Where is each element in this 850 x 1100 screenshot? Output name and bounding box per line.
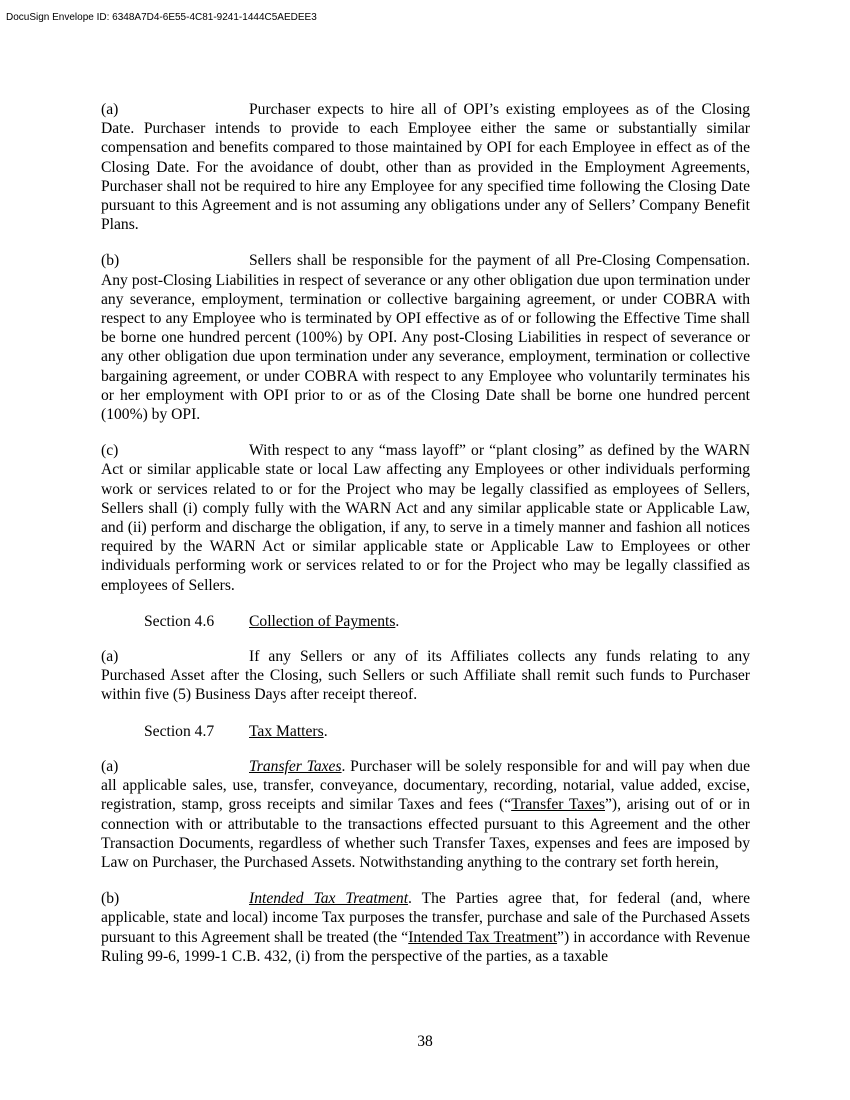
section-title-period: .: [323, 722, 328, 740]
subsection-heading: Transfer Taxes: [249, 757, 342, 775]
paragraph-text: Purchaser expects to hire all of OPI’s existing employees as of the Closing Date. Purchaser intends to provide to each Employee either the same or substantially similar compensation and benefits compared to those maintained by OPI for each Employee in effect as of the Closing Date. For the avoidance of doubt, other than as provided in the Employment Agreements, Purchaser shall not be required to hire any Employee for any specified time following the Closing Date pursuant to this Agreement and is not assuming any obligations under any of Sellers’ Company Benefit Plans.: [101, 101, 750, 234]
paragraph-text: If any Sellers or any of its Affiliates collects any funds relating to any Purchased Asset after the Closing, such Sellers or such Affiliate shall remit such funds to Purchaser within five (5) Business Days after receipt thereof.: [101, 648, 750, 704]
tax-paragraph-a: [101, 757, 750, 872]
paragraph-label: (c): [101, 442, 119, 460]
section-4-7-heading: [101, 722, 750, 741]
paragraph-text-continued: ”), arising out of or in connection with or attributable to the transactions effected pursuant to this Agreement and the other Transaction Documents, regardless of whether such Transfer Taxes, expenses and fees are imposed by Law on Purchaser, the Purchased Assets. Notwithstanding anything to the contrary set forth herein,: [101, 796, 750, 871]
section-title: Collection of Payments: [249, 612, 396, 630]
defined-term: Intended Tax Treatment: [408, 928, 558, 946]
collection-paragraph-a: [101, 647, 750, 705]
section-number: Section 4.6: [144, 612, 215, 630]
paragraph-label: (a): [101, 648, 119, 666]
paragraph-text: . Purchaser will be solely responsible for and will pay when due all applicable sales, use, transfer, conveyance, documentary, recording, notarial, value added, excise, registration, stamp, gross receipts and similar Taxes and fees (“: [101, 757, 750, 814]
paragraph-text: With respect to any “mass layoff” or “plant closing” as defined by the WARN Act or similar applicable state or local Law affecting any Employees or other individuals performing work or services related to or for the Project who may be legally classified as employees of Sellers, Sellers shall (i) comply fully with the WARN Act and any similar applicable state or Applicable Law, and (ii) perform and discharge the obligation, if any, to serve in a timely manner and fashion all notices required by the WARN Act or similar applicable state or Applicable Law to Employees or other individuals performing work or services related to or for the Project who may be legally classified as employees of Sellers.: [101, 442, 750, 594]
section-title: Tax Matters: [249, 722, 324, 740]
docusign-envelope-id: DocuSign Envelope ID: 6348A7D4-6E55-4C81-9241-1444C5AEDEE3: [6, 12, 317, 23]
section-title-period: .: [395, 612, 400, 630]
paragraph-label: (a): [101, 757, 119, 775]
page-number: 38: [417, 1033, 433, 1050]
employees-paragraph-a: [101, 100, 750, 234]
paragraph-text: . The Parties agree that, for federal (and, where applicable, state and local) income Tax purposes the transfer, purchase and sale of the Purchased Assets pursuant to this Agreement shall be treated (the “: [101, 890, 750, 946]
document-page-body: [101, 100, 750, 983]
paragraph-label: (a): [101, 101, 119, 118]
employees-paragraph-b: [101, 251, 750, 424]
paragraph-text: Sellers shall be responsible for the payment of all Pre-Closing Compensation. Any post-Closing Liabilities in respect of severance or any other obligation due upon termination under any severance, employment, termination or collective bargaining agreement, or under COBRA with respect to any Employee who is terminated by OPI effective as of or following the Effective Time shall be borne one hundred percent (100%) by OPI. Any post-Closing Liabilities in respect of severance or any other obligation due upon termination under any severance, employment, termination or collective bargaining agreement, or under COBRA with respect to any Employee who voluntarily terminates his or her employment with OPI prior to or as of the Closing Date shall be borne one hundred percent (100%) by OPI.: [101, 252, 750, 424]
paragraph-label: (b): [101, 252, 120, 270]
paragraph-text-continued: ”) in accordance with Revenue Ruling 99-6, 1999-1 C.B. 432, (i) from the perspective of the parties, as a taxable: [101, 928, 751, 965]
section-number: Section 4.7: [144, 722, 215, 740]
tax-paragraph-b: [101, 889, 750, 966]
paragraph-label: (b): [101, 890, 120, 908]
subsection-heading: Intended Tax Treatment: [249, 890, 409, 908]
defined-term: Transfer Taxes: [511, 796, 606, 814]
section-4-6-heading: [101, 612, 750, 631]
employees-paragraph-c: [101, 441, 750, 595]
